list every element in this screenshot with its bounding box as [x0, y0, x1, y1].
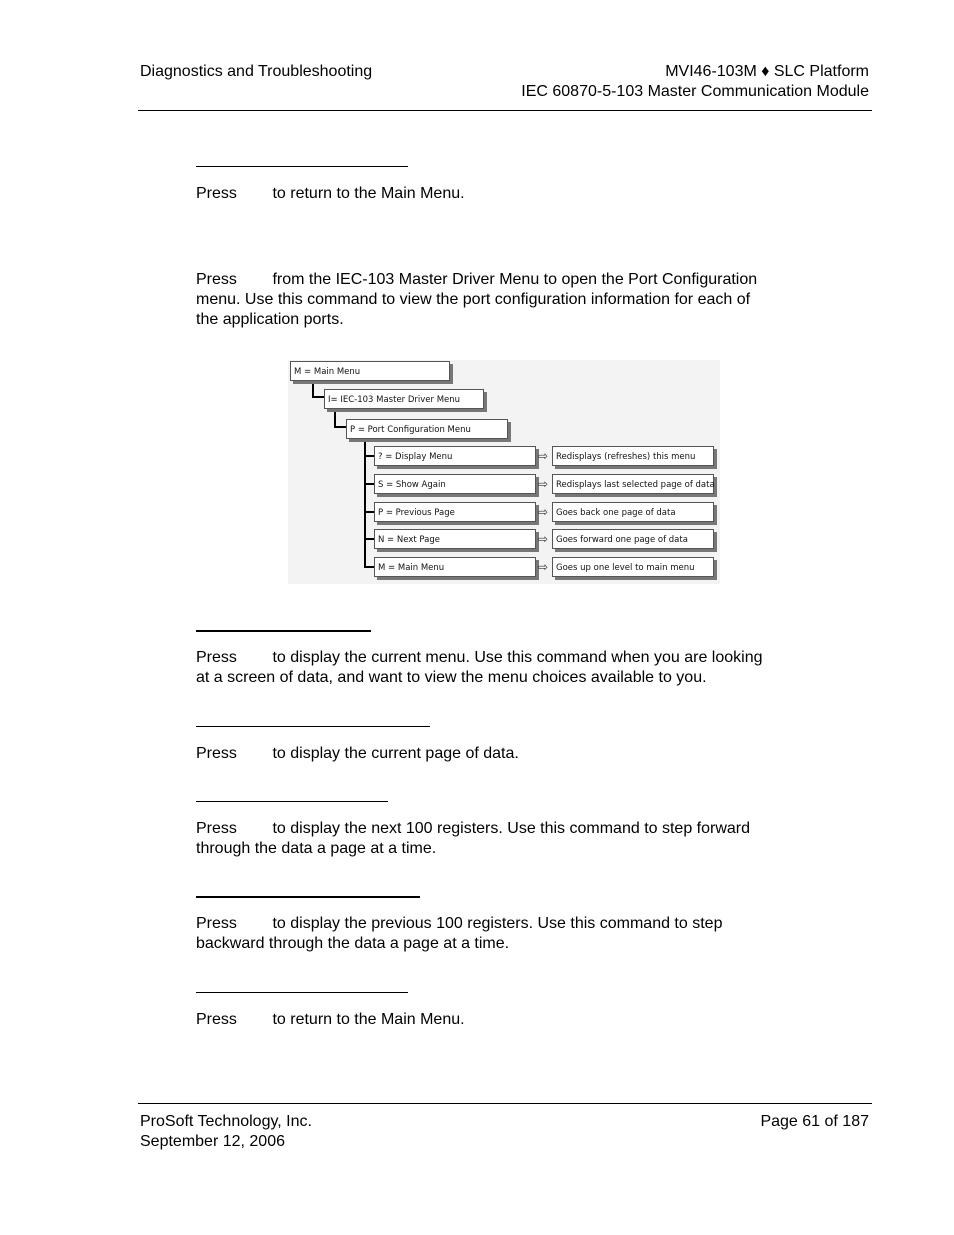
diagram-box-cmd: M = Main Menu — [374, 557, 536, 577]
connector — [364, 538, 374, 540]
heading-underline — [196, 166, 408, 167]
paragraph: Press to display the current menu. Use this command when you are looking — [196, 649, 763, 666]
diagram-box-cmd: S = Show Again — [374, 474, 536, 494]
connector — [364, 455, 374, 457]
paragraph: at a screen of data, and want to view the menu choices available to you. — [196, 669, 707, 686]
arrow-right-icon: ⇨ — [538, 477, 549, 491]
footer-page-number: Page 61 of 187 — [760, 1113, 869, 1130]
diagram-box-main-menu: M = Main Menu — [290, 361, 450, 381]
header-section-title: Diagnostics and Troubleshooting — [140, 63, 373, 80]
header-rule — [138, 110, 872, 111]
paragraph: menu. Use this command to view the port configuration information for each of — [196, 291, 751, 308]
arrow-right-icon: ⇨ — [538, 532, 549, 546]
menu-diagram — [288, 360, 720, 584]
diagram-box-cmd: ? = Display Menu — [374, 446, 536, 466]
paragraph: the application ports. — [196, 311, 344, 328]
connector — [312, 396, 324, 398]
connector — [334, 426, 346, 428]
header-module: IEC 60870-5-103 Master Communication Module — [521, 83, 869, 100]
heading-underline — [196, 992, 408, 993]
diagram-box-port-menu: P = Port Configuration Menu — [346, 419, 508, 439]
diagram-box-cmd: P = Previous Page — [374, 502, 536, 522]
paragraph: through the data a page at a time. — [196, 840, 437, 857]
diagram-box-desc: Redisplays last selected page of data — [552, 474, 714, 494]
diagram-box-desc: Goes forward one page of data — [552, 529, 714, 549]
footer-date: September 12, 2006 — [140, 1133, 285, 1150]
paragraph: Press to display the next 100 registers. Use this command to step forward — [196, 820, 751, 837]
connector — [364, 438, 366, 568]
paragraph: Press from the IEC-103 Master Driver Menu to open the Port Configuration — [196, 271, 758, 288]
paragraph: Press to display the current page of data. — [196, 745, 519, 762]
connector — [364, 566, 374, 568]
arrow-right-icon: ⇨ — [538, 505, 549, 519]
heading-underline — [196, 896, 420, 898]
header-product: MVI46-103M ♦ SLC Platform — [665, 63, 869, 80]
footer-rule — [138, 1103, 872, 1104]
arrow-right-icon: ⇨ — [538, 449, 549, 463]
paragraph: Press to return to the Main Menu. — [196, 185, 465, 202]
paragraph: backward through the data a page at a time. — [196, 935, 510, 952]
connector — [334, 408, 336, 428]
heading-underline — [196, 630, 371, 632]
diagram-box-desc: Goes up one level to main menu — [552, 557, 714, 577]
footer-company: ProSoft Technology, Inc. — [140, 1113, 312, 1130]
arrow-right-icon: ⇨ — [538, 560, 549, 574]
diagram-box-desc: Redisplays (refreshes) this menu — [552, 446, 714, 466]
heading-underline — [196, 726, 430, 727]
paragraph: Press to display the previous 100 registers. Use this command to step — [196, 915, 723, 932]
diagram-box-cmd: N = Next Page — [374, 529, 536, 549]
diagram-box-desc: Goes back one page of data — [552, 502, 714, 522]
heading-underline — [196, 801, 388, 802]
connector — [364, 511, 374, 513]
connector — [364, 483, 374, 485]
diagram-box-driver-menu: I= IEC-103 Master Driver Menu — [324, 389, 484, 409]
paragraph: Press to return to the Main Menu. — [196, 1011, 465, 1028]
